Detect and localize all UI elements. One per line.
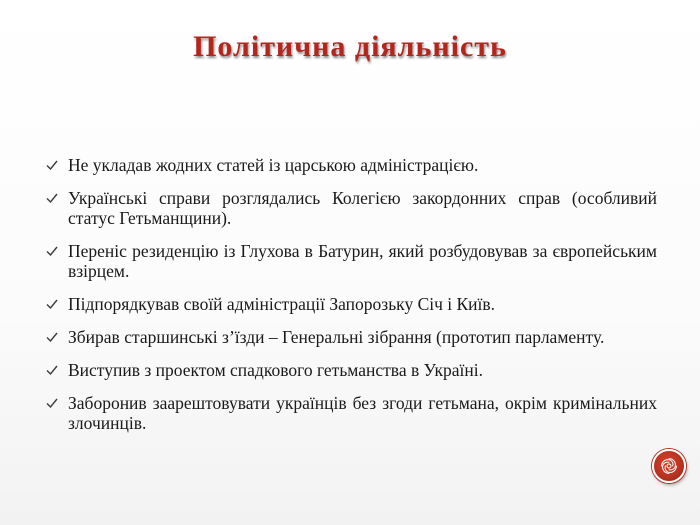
checkmark-icon	[45, 297, 59, 311]
checkmark-icon	[45, 244, 59, 258]
bullet-text: Виступив з проектом спадкового гетьманства в Україні.	[68, 360, 483, 380]
checkmark-icon	[45, 330, 59, 344]
swirl-icon	[658, 455, 680, 477]
bullet-text: Збирав старшинські з’їзди – Генеральні зібрання (прототип парламенту.	[68, 327, 605, 347]
bullet-list	[45, 155, 657, 446]
list-item	[45, 155, 657, 175]
checkmark-icon	[45, 363, 59, 377]
bullet-text: Не укладав жодних статей із царською адміністрацією.	[68, 155, 479, 175]
list-item	[45, 294, 657, 314]
checkmark-icon	[45, 396, 59, 410]
slide-nav-button[interactable]	[652, 449, 686, 483]
list-item	[45, 393, 657, 433]
checkmark-icon	[45, 191, 59, 205]
list-item	[45, 188, 657, 228]
checkmark-icon	[45, 158, 59, 172]
slide-title: Політична діяльність	[193, 30, 507, 63]
list-item	[45, 241, 657, 281]
list-item	[45, 360, 657, 380]
bullet-text: Підпорядкував своїй адміністрації Запорозьку Січ і Київ.	[68, 294, 496, 314]
bullet-text: Переніс резиденцію із Глухова в Батурин, який розбудовував за європейським взірцем.	[68, 241, 657, 281]
bullet-text: Заборонив заарештовувати українців без згоди гетьмана, окрім кримінальних злочинців.	[68, 393, 657, 433]
bullet-text: Українські справи розглядались Колегією закордонних справ (особливий статус Гетьманщини).	[68, 188, 657, 228]
list-item	[45, 327, 657, 347]
